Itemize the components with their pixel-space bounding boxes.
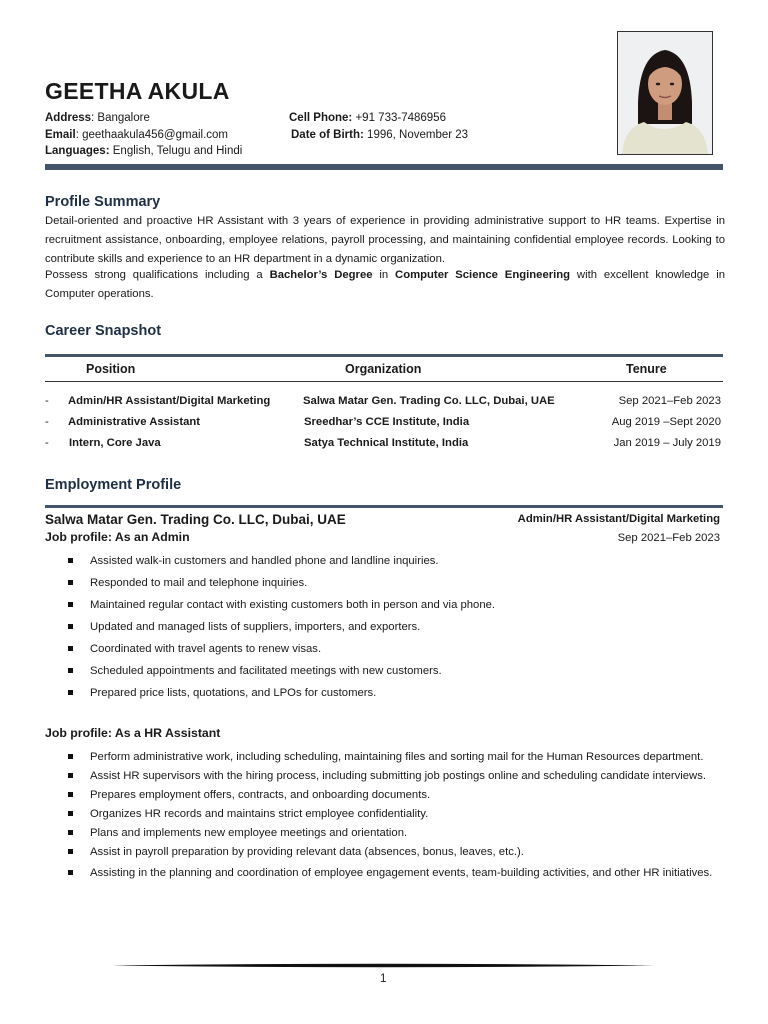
bullet-square-icon <box>68 646 73 651</box>
dob-line <box>291 127 468 144</box>
row-position: Admin/HR Assistant/Digital Marketing <box>68 395 271 407</box>
list-item: Assist HR supervisors with the hiring process, including submitting job postings online and scheduling candidate interviews. <box>68 767 728 786</box>
snapshot-header-rule <box>45 381 723 382</box>
list-item: Perform administrative work, including scheduling, maintaining files and sorting mail for the Human Resources department. <box>68 748 728 767</box>
snapshot-row <box>45 416 723 434</box>
job-profile-hr-title: Job profile: As a HR Assistant <box>45 726 221 740</box>
list-item: Assisted walk-in customers and handled phone and landline inquiries. <box>68 552 728 571</box>
email-label: Email <box>45 129 76 141</box>
email-value[interactable]: geethaakula456@gmail.com <box>82 129 229 141</box>
bullet-square-icon <box>68 624 73 629</box>
list-item: Assisting in the planning and coordination of employee engagement events, team-building activities, and other HR initiatives. <box>68 864 728 883</box>
row-tenure: Sep 2021–Feb 2023 <box>618 395 721 407</box>
company-tenure: Sep 2021–Feb 2023 <box>617 532 720 544</box>
phone-label: Cell Phone: <box>289 112 353 124</box>
list-item: Updated and managed lists of suppliers, importers, and exporters. <box>68 618 728 637</box>
list-item: Plans and implements new employee meetings and orientation. <box>68 824 728 843</box>
dob-label: Date of Birth: <box>291 129 364 141</box>
company-role: Admin/HR Assistant/Digital Marketing <box>517 513 720 525</box>
dob-value: 1996, November 23 <box>367 129 469 141</box>
email-line: Email: geethaakula456@gmail.com <box>45 129 229 141</box>
phone-value: +91 733-7486956 <box>355 112 446 124</box>
job-profile-admin-title: Job profile: As an Admin <box>45 530 190 544</box>
bullet-square-icon <box>68 792 73 797</box>
row-position: Administrative Assistant <box>68 416 201 428</box>
list-item: Responded to mail and telephone inquiries. <box>68 574 728 593</box>
list-item: Organizes HR records and maintains strict employee confidentiality. <box>68 805 728 824</box>
bullet-square-icon <box>68 773 73 778</box>
snapshot-row <box>45 395 723 413</box>
page-number: 1 <box>380 973 387 985</box>
row-organization: Sreedhar’s CCE Institute, India <box>304 416 470 428</box>
profile-photo <box>617 31 713 155</box>
address-line: Address: Bangalore <box>45 112 150 124</box>
address-value: Bangalore <box>97 112 150 124</box>
snapshot-header-tenure: Tenure <box>626 362 667 376</box>
list-item: Assist in payroll preparation by providing relevant data (absences, bonus, leaves, etc.). <box>68 843 728 862</box>
company-name: Salwa Matar Gen. Trading Co. LLC, Dubai, UAE <box>45 512 346 527</box>
bullet-square-icon <box>68 870 73 875</box>
list-item: Prepared price lists, quotations, and LPOs for customers. <box>68 684 728 703</box>
row-tenure: Aug 2019 –Sept 2020 <box>611 416 721 428</box>
row-dash: - <box>45 395 49 407</box>
languages-value: English, Telugu and Hindi <box>112 145 243 157</box>
snapshot-header-organization: Organization <box>345 362 422 376</box>
list-item: Scheduled appointments and facilitated meetings with new customers. <box>68 662 728 681</box>
footer-divider <box>112 963 655 968</box>
employment-rule <box>45 505 723 508</box>
bullet-square-icon <box>68 580 73 585</box>
row-position: Intern, Core Java <box>69 437 161 449</box>
qual-degree: Bachelor’s Degree <box>269 269 373 281</box>
row-organization: Salwa Matar Gen. Trading Co. LLC, Dubai, UAE <box>303 395 555 407</box>
profile-summary-qualifications <box>45 266 725 304</box>
qual-text-1: Possess strong qualifications including a <box>45 269 270 281</box>
bullet-square-icon <box>68 754 73 759</box>
languages-label: Languages: <box>45 145 110 157</box>
list-item: Coordinated with travel agents to renew visas. <box>68 640 728 659</box>
bullet-square-icon <box>68 849 73 854</box>
address-label: Address <box>45 112 92 124</box>
row-organization: Satya Technical Institute, India <box>304 437 469 449</box>
bullet-square-icon <box>68 558 73 563</box>
phone-line <box>289 110 446 127</box>
list-item: Maintained regular contact with existing customers both in person and via phone. <box>68 596 728 615</box>
snapshot-row <box>45 437 723 455</box>
bullet-square-icon <box>68 668 73 673</box>
snapshot-top-rule <box>45 354 723 357</box>
career-snapshot-heading: Career Snapshot <box>45 323 162 339</box>
languages-line <box>45 143 242 160</box>
bullet-square-icon <box>68 602 73 607</box>
profile-photo-illustration <box>618 32 712 154</box>
row-dash: - <box>45 416 49 428</box>
qual-text-2: in <box>372 269 396 281</box>
qual-text-3: with excellent knowledge in Computer operations. <box>45 269 725 300</box>
snapshot-header-position: Position <box>86 362 136 376</box>
hr-duties-list <box>68 748 728 883</box>
bullet-square-icon <box>68 690 73 695</box>
admin-duties-list <box>68 552 728 706</box>
bullet-square-icon <box>68 811 73 816</box>
bullet-square-icon <box>68 830 73 835</box>
candidate-name: GEETHA AKULA <box>45 78 230 104</box>
employment-profile-heading: Employment Profile <box>45 477 182 493</box>
profile-summary-text: Detail-oriented and proactive HR Assistant with 3 years of experience in providing administrative support to HR teams. Expertise in recruitment assistance, onboarding, employee relations, payroll processing, and maintaining confidential employee records. Looking to contribute skills and experience to an HR department in a dynamic organization. <box>45 215 725 265</box>
profile-summary-heading: Profile Summary <box>45 194 161 210</box>
header-divider <box>45 164 723 170</box>
row-tenure: Jan 2019 – July 2019 <box>613 437 721 449</box>
row-dash: - <box>45 437 49 449</box>
qual-field: Computer Science Engineering <box>395 269 571 281</box>
list-item: Prepares employment offers, contracts, and onboarding documents. <box>68 786 728 805</box>
